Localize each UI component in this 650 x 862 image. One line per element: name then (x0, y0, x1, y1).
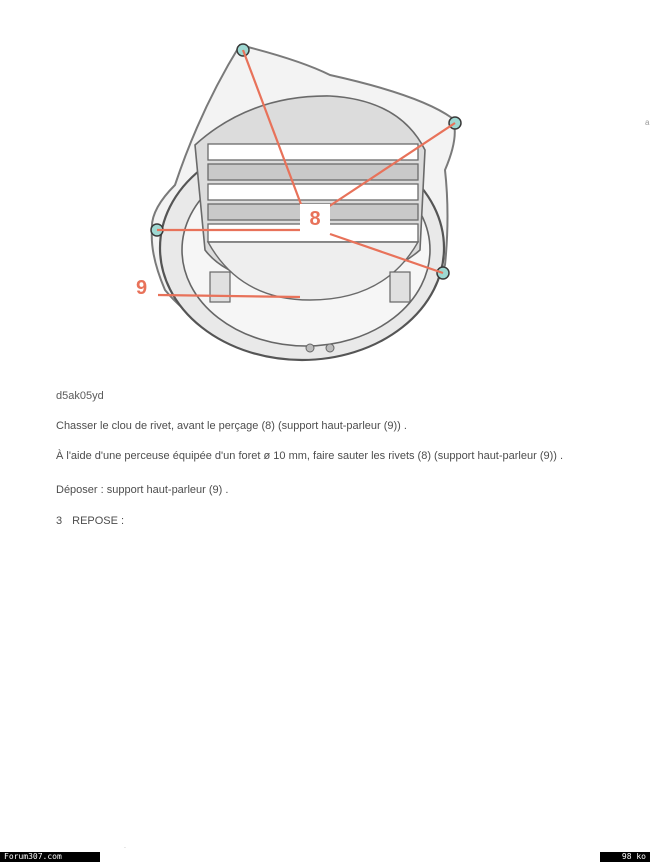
footer-size: 98 ko (600, 852, 650, 862)
section-number: 3 (56, 515, 63, 527)
instruction-1: Chasser le clou de rivet, avant le perçage (8) (support haut-parleur (9)) . (56, 420, 407, 432)
speaker-support-figure (0, 0, 650, 380)
left-tab (210, 272, 230, 302)
instruction-3: Déposer : support haut-parleur (9) . (56, 484, 229, 496)
bottom-boss (326, 344, 334, 352)
stray-mark: . (124, 843, 126, 850)
stray-mark: a (645, 118, 650, 127)
footer-site: Forum307.com (0, 852, 100, 862)
instruction-2: À l'aide d'une perceuse équipée d'un foret ø 10 mm, faire sauter les rivets (8) (support haut-parleur (9)) . (56, 450, 564, 462)
callout-8: 8 (300, 204, 330, 234)
right-tab (390, 272, 410, 302)
callout-9: 9 (136, 277, 148, 299)
section-title: REPOSE : (72, 515, 125, 527)
speaker-support-drawing (0, 0, 650, 380)
section-heading (56, 515, 134, 527)
bottom-boss (306, 344, 314, 352)
figure-code: d5ak05yd (56, 390, 104, 402)
